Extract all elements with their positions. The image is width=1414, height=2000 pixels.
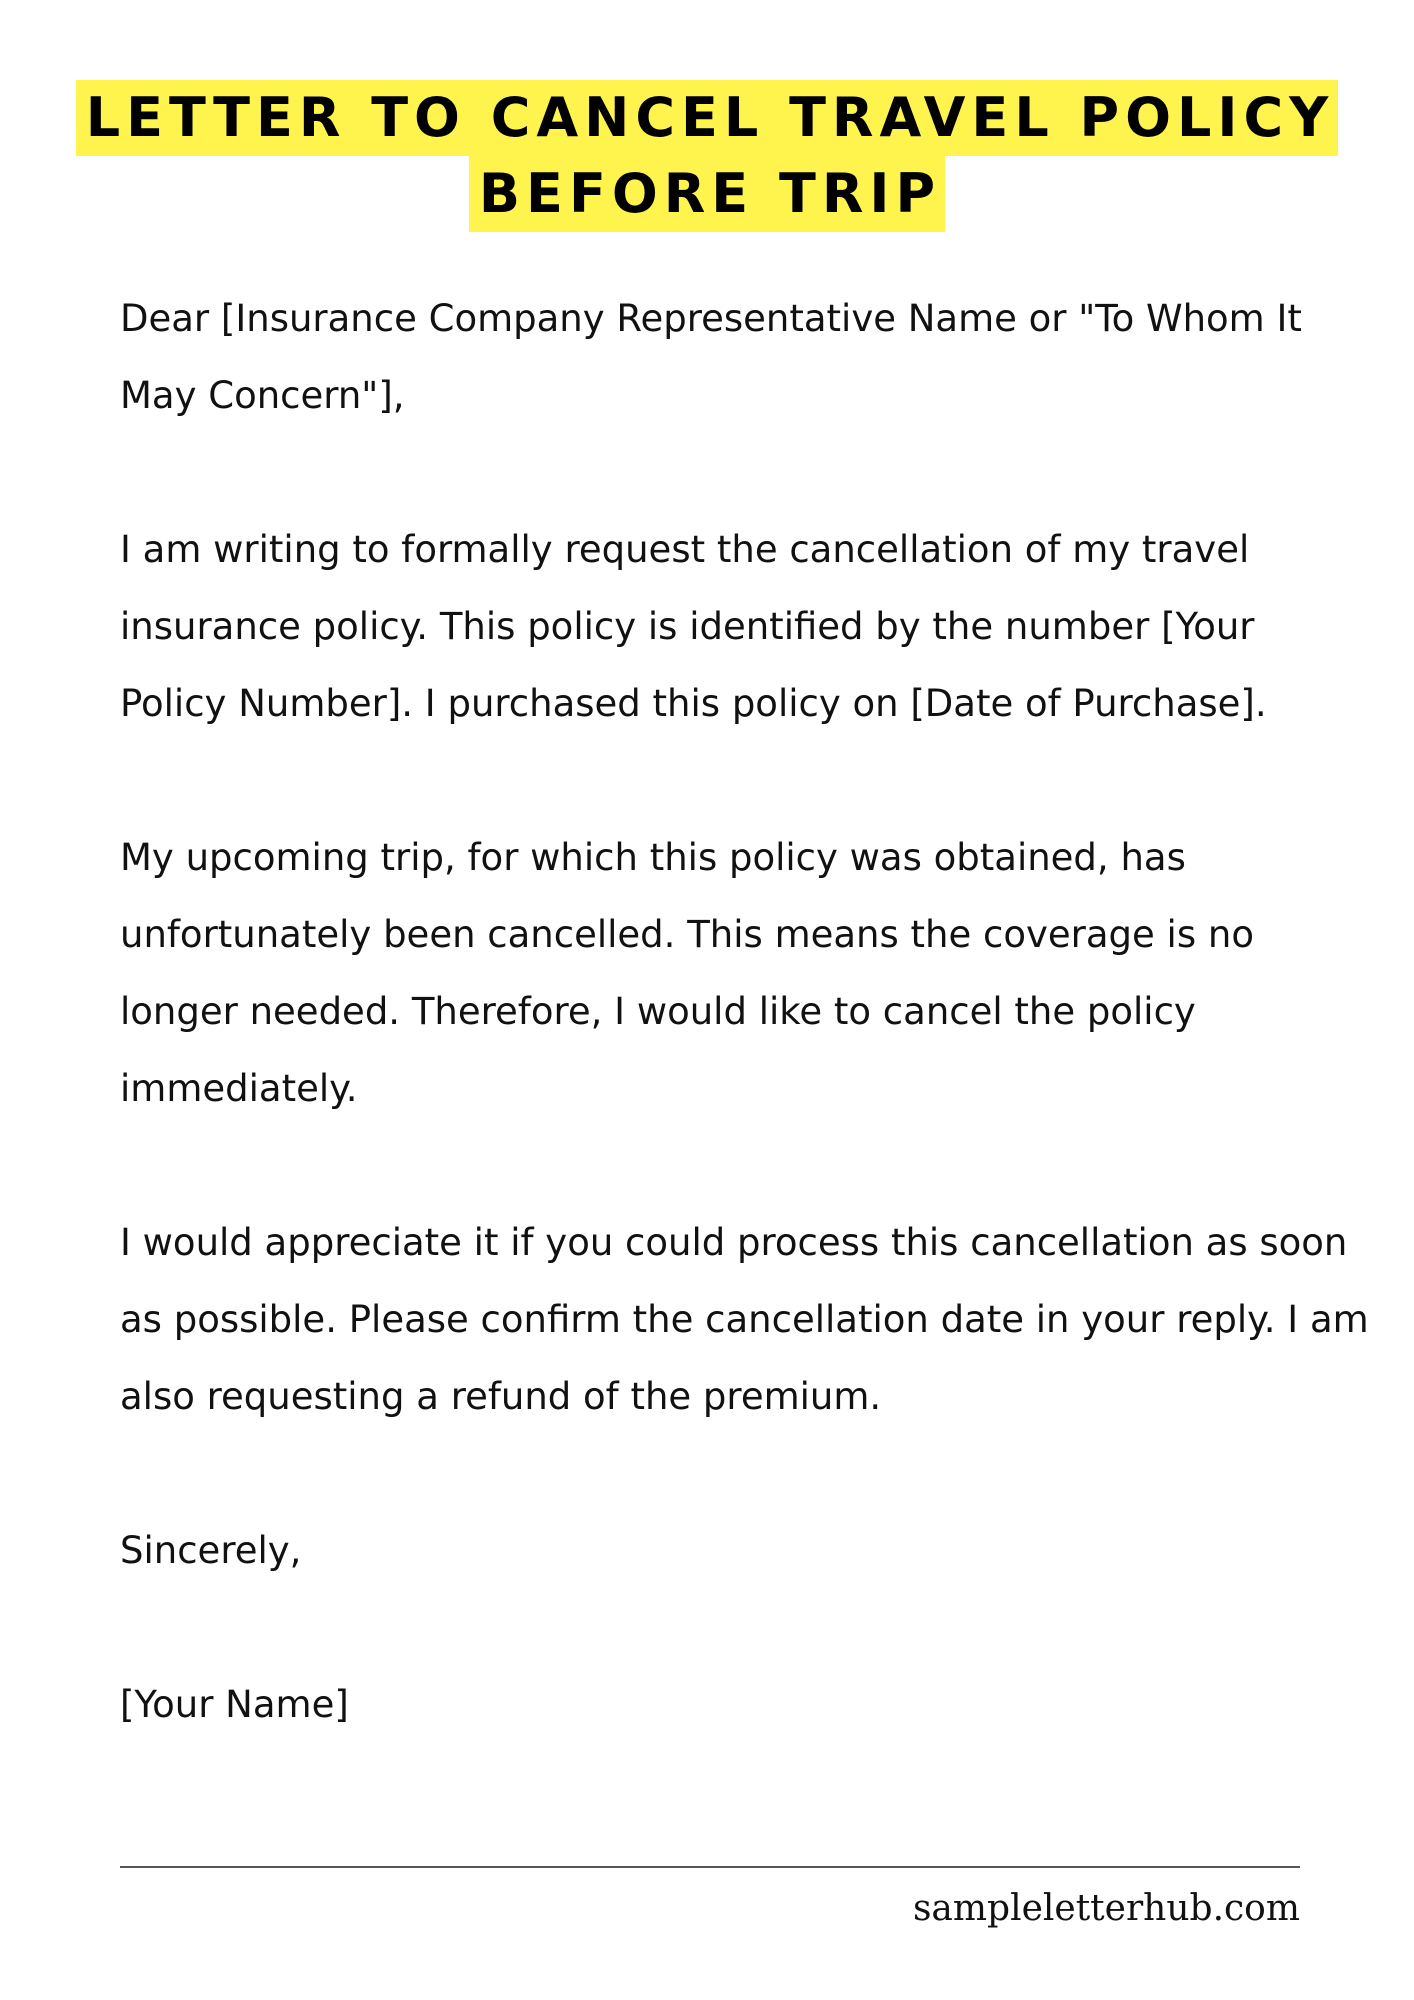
paragraph-2: My upcoming trip, for which this policy was obtained, has unfortunately been cancelled. This means the coverage is no longer needed. Therefore, I would like to cancel the policy immediately.	[120, 836, 1254, 1110]
title-line-2: BEFORE TRIP	[469, 156, 945, 232]
letter-title	[0, 80, 1414, 232]
title-line-1: LETTER TO CANCEL TRAVEL POLICY	[76, 80, 1339, 156]
paragraph-1: I am writing to formally request the cancellation of my travel insurance policy. This policy is identified by the number [Your Policy Number]. I purchased this policy on [Date of Purchase].	[120, 528, 1267, 725]
paragraph-3: I would appreciate it if you could process this cancellation as soon as possible. Please confirm the cancellation date in your reply. I am also requesting a refund of the premium.	[120, 1221, 1369, 1418]
closing: Sincerely,	[120, 1529, 302, 1572]
footer-website: sampleletterhub.com	[912, 1888, 1300, 1929]
signature: [Your Name]	[120, 1683, 349, 1726]
footer-divider	[120, 1866, 1300, 1868]
salutation: Dear [Insurance Company Representative Name or "To Whom It May Concern"],	[120, 297, 1302, 417]
letter-body	[120, 280, 1370, 1820]
